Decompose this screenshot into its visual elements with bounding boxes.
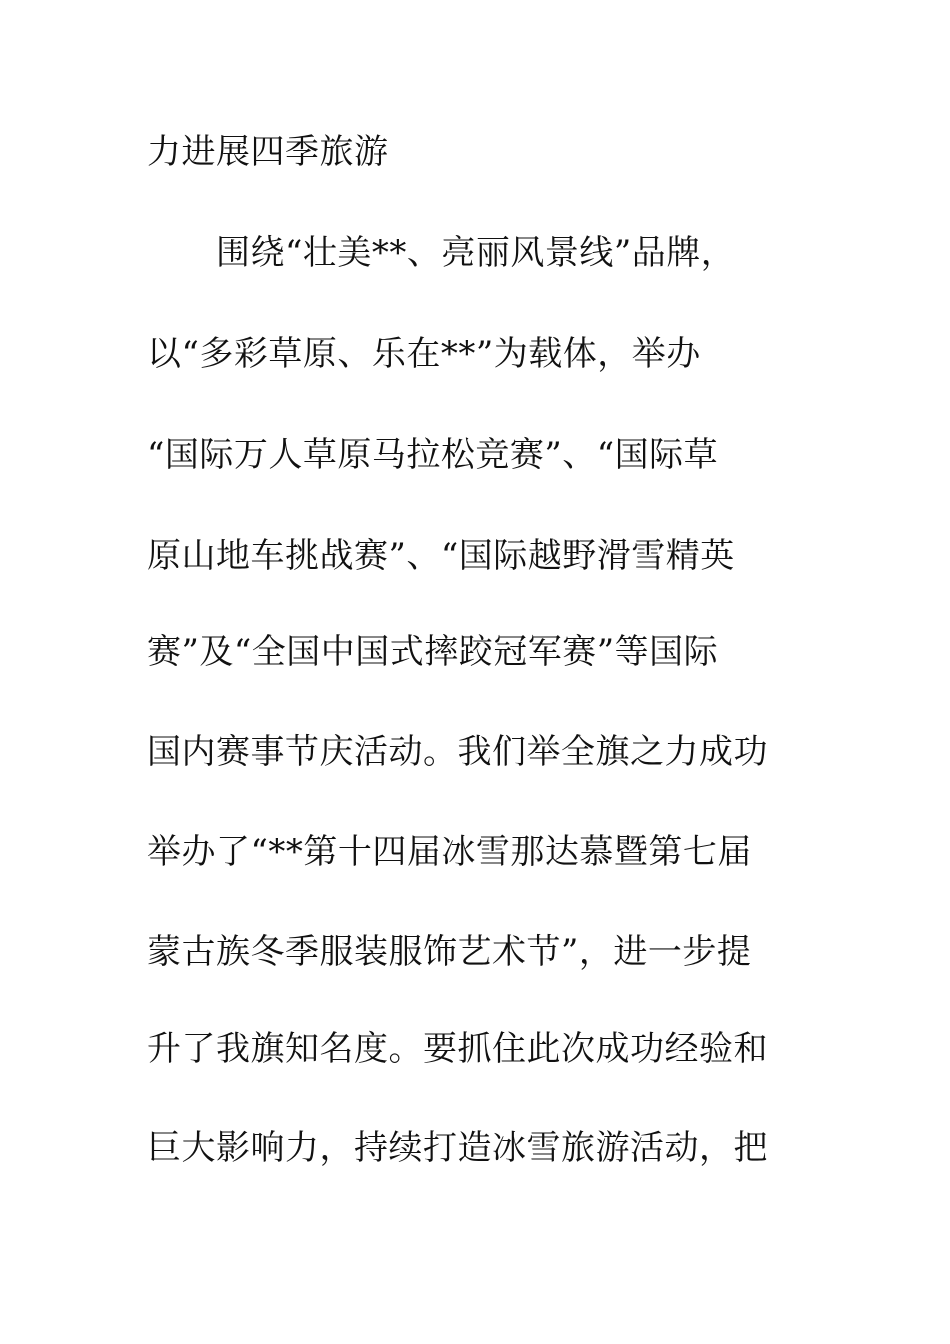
text-line-4: “国际万人草原马拉松竞赛”、“国际草	[147, 435, 719, 475]
text-line-10: 升了我旗知名度。要抓住此次成功经验和	[147, 1029, 768, 1069]
text-line-5: 原山地车挑战赛”、“国际越野滑雪精英	[147, 536, 735, 576]
text-line-9: 蒙古族冬季服装服饰艺术节”，进一步提	[147, 932, 752, 972]
text-line-1: 力进展四季旅游	[147, 132, 389, 172]
text-line-6: 赛”及“全国中国式摔跤冠军赛”等国际	[147, 632, 719, 672]
paragraph-first-line: 围绕“壮美**、亮丽风景线”品牌，	[216, 233, 736, 273]
text-line-11: 巨大影响力，持续打造冰雪旅游活动，把	[147, 1128, 768, 1168]
text-line-7: 国内赛事节庆活动。我们举全旗之力成功	[147, 732, 768, 772]
text-line-3: 以“多彩草原、乐在**”为载体，举办	[147, 334, 701, 374]
text-line-8: 举办了“**第十四届冰雪那达慕暨第七届	[147, 832, 752, 872]
